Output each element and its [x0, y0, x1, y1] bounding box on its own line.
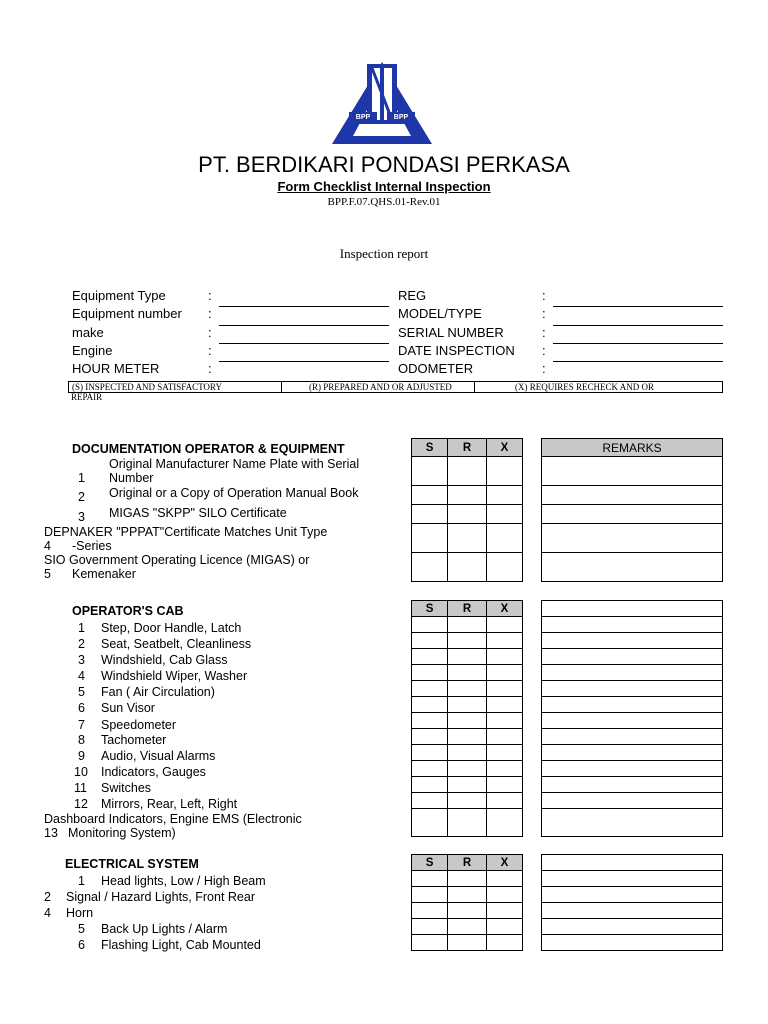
remarks-cell[interactable]: [542, 745, 723, 761]
check-cell[interactable]: [486, 887, 522, 903]
item-text: -Series: [72, 539, 112, 553]
check-cell[interactable]: [486, 633, 522, 649]
check-cell[interactable]: [448, 793, 487, 809]
item-text: Step, Door Handle, Latch: [101, 621, 242, 635]
legend-s: (S) INSPECTED AND SATISFACTORY: [72, 382, 222, 392]
check-cell[interactable]: [448, 633, 487, 649]
document-number: BPP.F.07.QHS.01-Rev.01: [327, 196, 441, 208]
col-r: R: [448, 439, 487, 457]
item-text: Signal / Hazard Lights, Front Rear: [66, 890, 255, 904]
item-number: 1: [78, 471, 85, 485]
item-number: 9: [78, 749, 85, 763]
doc-remarks-grid: [541, 438, 723, 582]
equipment-type-field[interactable]: [219, 306, 389, 307]
item-text: Kemenaker: [72, 567, 136, 581]
elec-checklist-grid: [411, 854, 523, 951]
col-s: S: [412, 439, 448, 457]
logo-text-left: BPP: [355, 114, 371, 121]
logo-text-right: BPP: [393, 114, 409, 121]
item-text: Original or a Copy of Operation Manual Book: [109, 486, 359, 500]
remarks-cell[interactable]: [542, 553, 723, 582]
section-title-documentation: DOCUMENTATION OPERATOR & EQUIPMENT: [72, 442, 345, 456]
item-number: 3: [78, 653, 85, 667]
remarks-cell[interactable]: [542, 887, 723, 903]
model-type-field[interactable]: [553, 325, 723, 326]
item-text: SIO Government Operating Licence (MIGAS) or: [44, 553, 310, 567]
check-cell[interactable]: [448, 903, 487, 919]
check-cell[interactable]: [486, 665, 522, 681]
check-cell[interactable]: [486, 553, 522, 582]
col-r: R: [448, 855, 487, 871]
check-cell[interactable]: [412, 649, 448, 665]
field-label-hour-meter: HOUR METER: [72, 361, 160, 376]
remarks-cell[interactable]: [542, 809, 723, 837]
item-number: 6: [78, 938, 85, 952]
check-cell[interactable]: [412, 505, 448, 524]
item-number: 4: [44, 906, 51, 920]
remarks-cell[interactable]: [542, 505, 723, 524]
remarks-cell[interactable]: [542, 486, 723, 505]
check-cell[interactable]: [448, 809, 487, 837]
item-text: Fan ( Air Circulation): [101, 685, 215, 699]
report-title: Inspection report: [339, 246, 429, 261]
check-cell[interactable]: [486, 903, 522, 919]
make-field[interactable]: [219, 343, 389, 344]
item-number: 10: [74, 765, 88, 779]
check-cell[interactable]: [486, 524, 522, 553]
item-number: 5: [44, 567, 51, 581]
check-cell[interactable]: [486, 809, 522, 837]
check-cell[interactable]: [486, 505, 522, 524]
check-cell[interactable]: [448, 713, 487, 729]
item-number: 7: [78, 718, 85, 732]
item-text: MIGAS "SKPP" SILO Certificate: [109, 506, 287, 520]
check-cell[interactable]: [412, 524, 448, 553]
colon: :: [208, 288, 212, 303]
check-cell[interactable]: [448, 457, 487, 486]
remarks-cell[interactable]: [542, 935, 723, 951]
item-number: 5: [78, 685, 85, 699]
check-cell[interactable]: [412, 745, 448, 761]
item-text: Horn: [66, 906, 94, 920]
check-cell[interactable]: [448, 665, 487, 681]
check-cell[interactable]: [412, 697, 448, 713]
remarks-cell[interactable]: [542, 903, 723, 919]
check-cell[interactable]: [448, 887, 487, 903]
item-number: 2: [44, 890, 51, 904]
remarks-cell[interactable]: [542, 649, 723, 665]
check-cell[interactable]: [412, 457, 448, 486]
item-number: 8: [78, 733, 85, 747]
item-text: DEPNAKER "PPPAT"Certificate Matches Unit Type: [44, 525, 328, 539]
col-x: X: [486, 855, 522, 871]
colon: :: [208, 361, 212, 376]
legend-box: [68, 381, 723, 393]
item-text: Original Manufacturer Name Plate with Serial: [109, 457, 360, 471]
doc-checklist-grid: [411, 438, 523, 582]
check-cell[interactable]: [412, 903, 448, 919]
check-cell[interactable]: [412, 935, 448, 951]
legend-r: (R) PREPARED AND OR ADJUSTED: [309, 382, 452, 392]
field-label-date-inspection: DATE INSPECTION: [398, 343, 515, 358]
engine-field[interactable]: [219, 361, 389, 362]
remarks-cell[interactable]: [542, 524, 723, 553]
item-text: Speedometer: [101, 718, 177, 732]
company-name: PT. BERDIKARI PONDASI PERKASA: [198, 152, 570, 177]
item-text: Windshield Wiper, Washer: [101, 669, 248, 683]
check-cell[interactable]: [412, 809, 448, 837]
col-x: X: [486, 439, 522, 457]
serial-number-field[interactable]: [553, 343, 723, 344]
item-text: Dashboard Indicators, Engine EMS (Electronic: [44, 812, 302, 826]
check-cell[interactable]: [486, 486, 522, 505]
remarks-cell[interactable]: [542, 633, 723, 649]
item-number: 12: [74, 797, 88, 811]
check-cell[interactable]: [448, 617, 487, 633]
remarks-header-cell: [542, 601, 723, 617]
cab-checklist-grid: [411, 600, 523, 837]
check-cell[interactable]: [448, 761, 487, 777]
colon: :: [208, 343, 212, 358]
check-cell[interactable]: [412, 553, 448, 582]
item-text: Windshield, Cab Glass: [101, 653, 228, 667]
item-text: Indicators, Gauges: [101, 765, 206, 779]
check-cell[interactable]: [486, 761, 522, 777]
remarks-cell[interactable]: [542, 617, 723, 633]
check-cell[interactable]: [486, 935, 522, 951]
colon: :: [542, 306, 546, 321]
colon: :: [208, 325, 212, 340]
colon: :: [542, 325, 546, 340]
check-cell[interactable]: [412, 793, 448, 809]
item-text: Audio, Visual Alarms: [101, 749, 216, 763]
check-cell[interactable]: [448, 697, 487, 713]
col-x: X: [486, 601, 522, 617]
check-cell[interactable]: [486, 649, 522, 665]
item-number: 1: [78, 621, 85, 635]
check-cell[interactable]: [486, 793, 522, 809]
item-text: Head lights, Low / High Beam: [101, 874, 266, 888]
check-cell[interactable]: [412, 871, 448, 887]
check-cell[interactable]: [412, 761, 448, 777]
item-text: Back Up Lights / Alarm: [101, 922, 228, 936]
section-title-electrical-system: ELECTRICAL SYSTEM: [65, 857, 199, 871]
check-cell[interactable]: [486, 713, 522, 729]
item-number: 4: [44, 539, 51, 553]
col-r: R: [448, 601, 487, 617]
col-remarks: REMARKS: [542, 439, 723, 457]
item-number: 3: [78, 510, 85, 524]
remarks-cell[interactable]: [542, 729, 723, 745]
company-logo: [329, 60, 435, 146]
item-text: Number: [109, 471, 154, 485]
check-cell[interactable]: [448, 777, 487, 793]
remarks-cell[interactable]: [542, 665, 723, 681]
check-cell[interactable]: [448, 871, 487, 887]
remarks-cell[interactable]: [542, 761, 723, 777]
check-cell[interactable]: [448, 524, 487, 553]
item-text: Mirrors, Rear, Left, Right: [101, 797, 238, 811]
item-number: 13: [44, 826, 58, 840]
item-text: Seat, Seatbelt, Cleanliness: [101, 637, 252, 651]
field-label-reg: REG: [398, 288, 427, 303]
remarks-cell[interactable]: [542, 713, 723, 729]
item-number: 6: [78, 701, 85, 715]
form-title: Form Checklist Internal Inspection: [277, 179, 491, 194]
field-label-odometer: ODOMETER: [398, 361, 474, 376]
col-s: S: [412, 855, 448, 871]
legend-x-continuation: REPAIR: [71, 392, 103, 402]
check-cell[interactable]: [448, 729, 487, 745]
item-number: 11: [74, 781, 87, 795]
elec-remarks-grid: [541, 854, 723, 951]
check-cell[interactable]: [412, 665, 448, 681]
item-number: 5: [78, 922, 85, 936]
colon: :: [208, 306, 212, 321]
check-cell[interactable]: [448, 649, 487, 665]
item-number: 2: [78, 490, 85, 504]
remarks-cell[interactable]: [542, 871, 723, 887]
legend-x: (X) REQUIRES RECHECK AND OR: [515, 382, 655, 392]
check-cell[interactable]: [486, 617, 522, 633]
field-label-equipment-type: Equipment Type: [72, 288, 166, 303]
check-cell[interactable]: [486, 457, 522, 486]
check-cell[interactable]: [448, 919, 487, 935]
check-cell[interactable]: [486, 919, 522, 935]
check-cell[interactable]: [486, 745, 522, 761]
check-cell[interactable]: [412, 713, 448, 729]
item-text: Tachometer: [101, 733, 167, 747]
item-text: Switches: [101, 781, 152, 795]
remarks-cell[interactable]: [542, 681, 723, 697]
remarks-cell[interactable]: [542, 919, 723, 935]
check-cell[interactable]: [412, 633, 448, 649]
check-cell[interactable]: [486, 871, 522, 887]
check-cell[interactable]: [412, 486, 448, 505]
field-label-equipment-number: Equipment number: [72, 306, 182, 321]
check-cell[interactable]: [448, 935, 487, 951]
check-cell[interactable]: [412, 729, 448, 745]
field-label-make: make: [72, 325, 104, 340]
check-cell[interactable]: [486, 681, 522, 697]
section-title-operators-cab: OPERATOR'S CAB: [72, 604, 184, 618]
check-cell[interactable]: [486, 777, 522, 793]
date-inspection-field[interactable]: [553, 361, 723, 362]
item-number: 4: [78, 669, 85, 683]
item-number: 2: [78, 637, 85, 651]
check-cell[interactable]: [448, 505, 487, 524]
check-cell[interactable]: [412, 617, 448, 633]
remarks-cell[interactable]: [542, 697, 723, 713]
check-cell[interactable]: [412, 681, 448, 697]
remarks-cell[interactable]: [542, 457, 723, 486]
item-text: Flashing Light, Cab Mounted: [101, 938, 261, 952]
check-cell[interactable]: [448, 745, 487, 761]
check-cell[interactable]: [412, 777, 448, 793]
item-number: 1: [78, 874, 85, 888]
check-cell[interactable]: [412, 919, 448, 935]
col-s: S: [412, 601, 448, 617]
reg-field[interactable]: [553, 306, 723, 307]
colon: :: [542, 361, 546, 376]
colon: :: [542, 288, 546, 303]
check-cell[interactable]: [448, 486, 487, 505]
check-cell[interactable]: [486, 729, 522, 745]
colon: :: [542, 343, 546, 358]
field-label-serial-number: SERIAL NUMBER: [398, 325, 504, 340]
item-text: Monitoring System): [68, 826, 176, 840]
check-cell[interactable]: [412, 887, 448, 903]
equipment-number-field[interactable]: [219, 325, 389, 326]
remarks-header-cell: [542, 855, 723, 871]
check-cell[interactable]: [486, 697, 522, 713]
field-label-engine: Engine: [72, 343, 113, 358]
cab-remarks-grid: [541, 600, 723, 837]
item-text: Sun Visor: [101, 701, 155, 715]
remarks-cell[interactable]: [542, 793, 723, 809]
remarks-cell[interactable]: [542, 777, 723, 793]
check-cell[interactable]: [448, 553, 487, 582]
check-cell[interactable]: [448, 681, 487, 697]
field-label-model-type: MODEL/TYPE: [398, 306, 482, 321]
